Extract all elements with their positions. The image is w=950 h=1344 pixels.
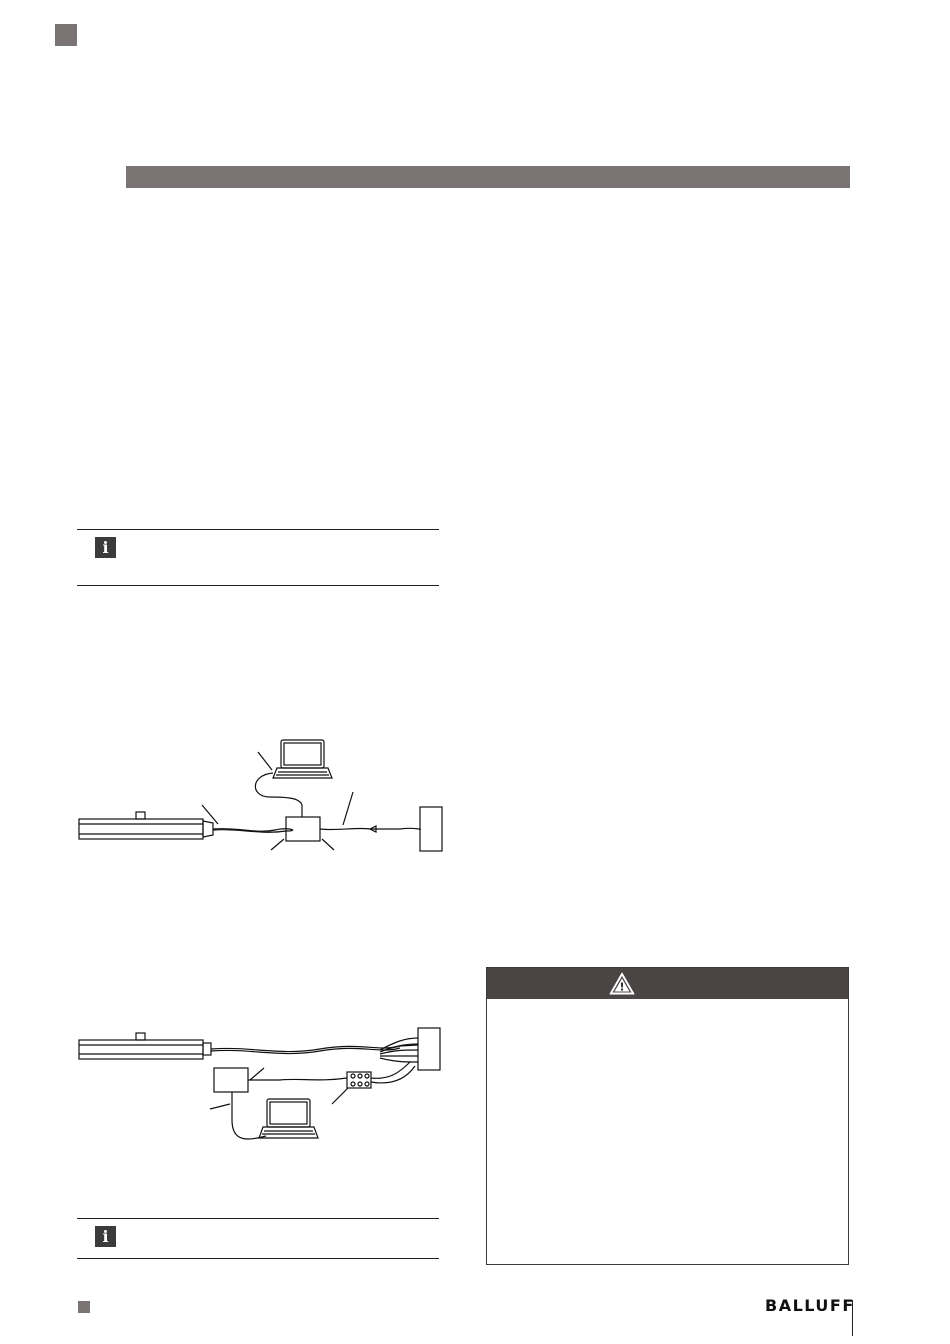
controller-box <box>420 807 442 851</box>
svg-text:!: ! <box>619 980 625 994</box>
laptop-screen <box>267 1099 310 1127</box>
footer-marker-square <box>78 1301 90 1313</box>
warning-box <box>486 967 849 1265</box>
controller-box <box>418 1028 440 1070</box>
info-note-top-rule <box>77 1218 439 1219</box>
info-icon: i <box>95 1226 116 1247</box>
connection-diagram-1 <box>70 735 450 860</box>
section-heading-bar <box>126 166 850 188</box>
warning-header <box>487 968 848 999</box>
laptop-keyboard <box>259 1127 318 1138</box>
info-note-top-rule <box>77 529 439 530</box>
sensor-body <box>79 819 203 839</box>
balluff-logo: BALLUFF <box>765 1296 855 1315</box>
chapter-marker-square <box>55 24 77 46</box>
footer-divider <box>852 1300 853 1336</box>
info-icon: i <box>95 537 116 558</box>
connection-diagram-2 <box>70 1020 450 1150</box>
sensor-body <box>79 1040 203 1059</box>
info-note-bottom-rule <box>77 585 439 586</box>
sensor-led <box>136 812 145 819</box>
laptop-keyboard <box>273 768 332 778</box>
warning-triangle-icon <box>609 972 635 995</box>
info-note-bottom-rule <box>77 1258 439 1259</box>
interface-box <box>214 1068 248 1092</box>
sensor-led <box>136 1033 145 1040</box>
laptop-screen <box>281 740 324 768</box>
